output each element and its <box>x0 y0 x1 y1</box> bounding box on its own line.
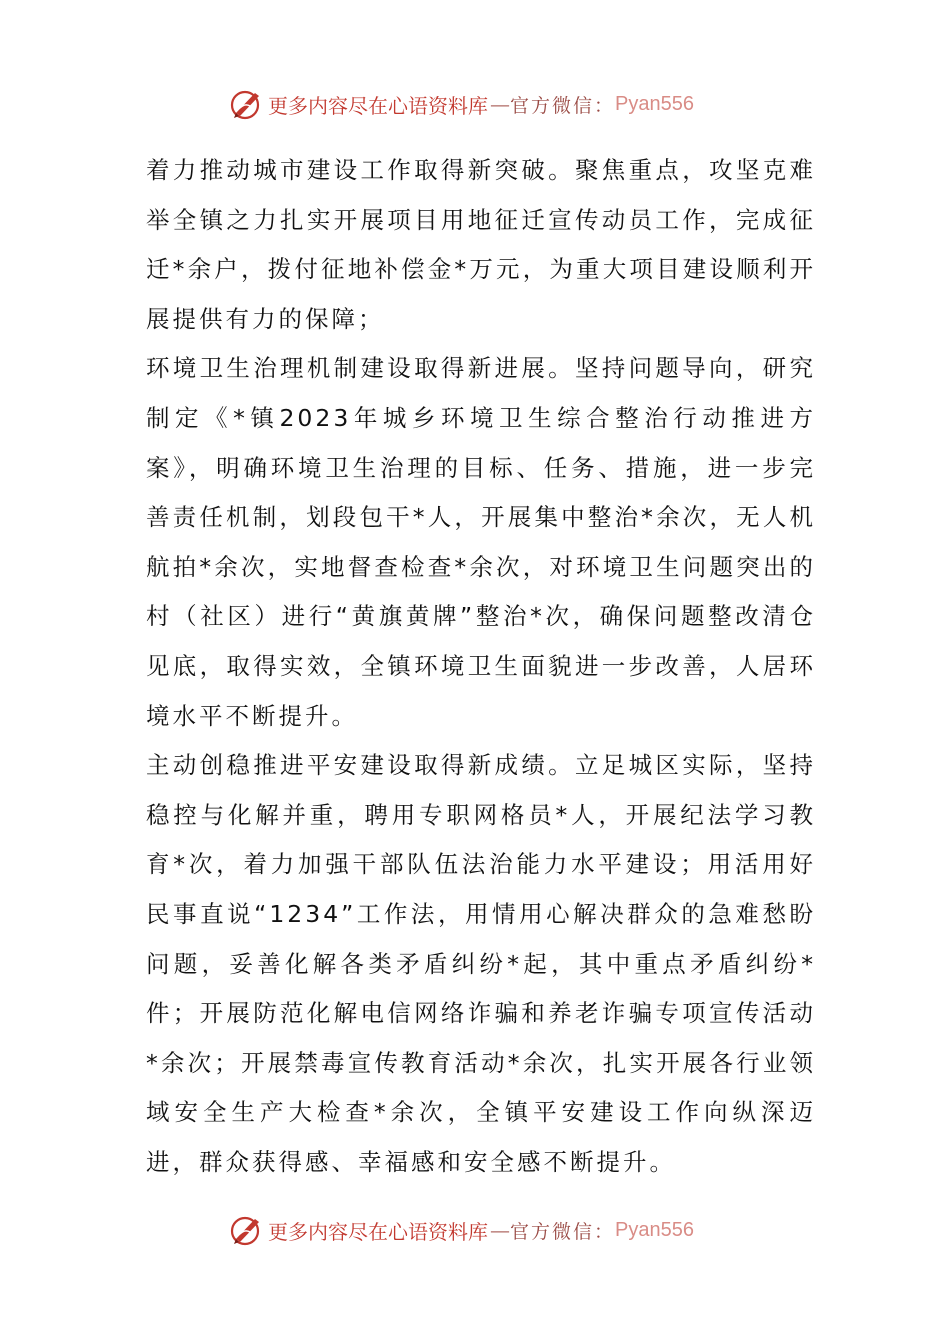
banner-dash: — <box>490 92 508 116</box>
document-body <box>146 146 816 1187</box>
header-banner <box>228 84 788 124</box>
banner-wechat-label: 官方微信： <box>510 94 616 117</box>
banner-wechat-label: 官方微信： <box>510 1220 616 1243</box>
banner-brand-text: 更多内容尽在心语资料库 <box>268 1219 488 1244</box>
paragraph-urban-construction: 着力推动城市建设工作取得新突破。聚焦重点，攻坚克难举全镇之力扎实开展项目用地征迁宣传动员工作，完成征迁*余户，拨付征地补偿金*万元，为重大项目建设顺利开展提供有力的保障； <box>146 156 816 333</box>
paragraph-public-safety: 主动创稳推进平安建设取得新成绩。立足城区实际，坚持稳控与化解并重，聘用专职网格员*人，开展纪法学习教育*次，着力加强干部队伍法治能力水平建设；用活用好民事直说“1234”工作法，用情用心解决群众的急难愁盼问题，妥善化解各类矛盾纠纷*起，其中重点矛盾纠纷*件；开展防范化解电信网络诈骗和养老诈骗专项宣传活动*余次；开展禁毒宣传教育活动*余次，扎实开展各行业领域安全生产大检查*余次，全镇平安建设工作向纵深迈进，群众获得感、幸福感和安全感不断提升。 <box>146 751 816 1176</box>
banner-brand-text: 更多内容尽在心语资料库 <box>268 93 488 118</box>
banner-dash: — <box>490 1218 508 1242</box>
banner-wechat-id: Pyan556 <box>615 92 694 115</box>
footer-banner <box>228 1210 788 1250</box>
paragraph-environmental-sanitation: 环境卫生治理机制建设取得新进展。坚持问题导向，研究制定《*镇2023年城乡环境卫生综合整治行动推进方案》，明确环境卫生治理的目标、任务、措施，进一步完善责任机制，划段包干*人，开展集中整治*余次，无人机航拍*余次，实地督查检查*余次，对环境卫生问题突出的村（社区）进行“黄旗黄牌”整治*次，确保问题整改清仓见底，取得实效，全镇环境卫生面貌进一步改善，人居环境水平不断提升。 <box>146 354 816 730</box>
banner-wechat-id: Pyan556 <box>615 1218 694 1241</box>
pen-logo-icon <box>228 86 264 122</box>
pen-logo-icon <box>228 1212 264 1248</box>
